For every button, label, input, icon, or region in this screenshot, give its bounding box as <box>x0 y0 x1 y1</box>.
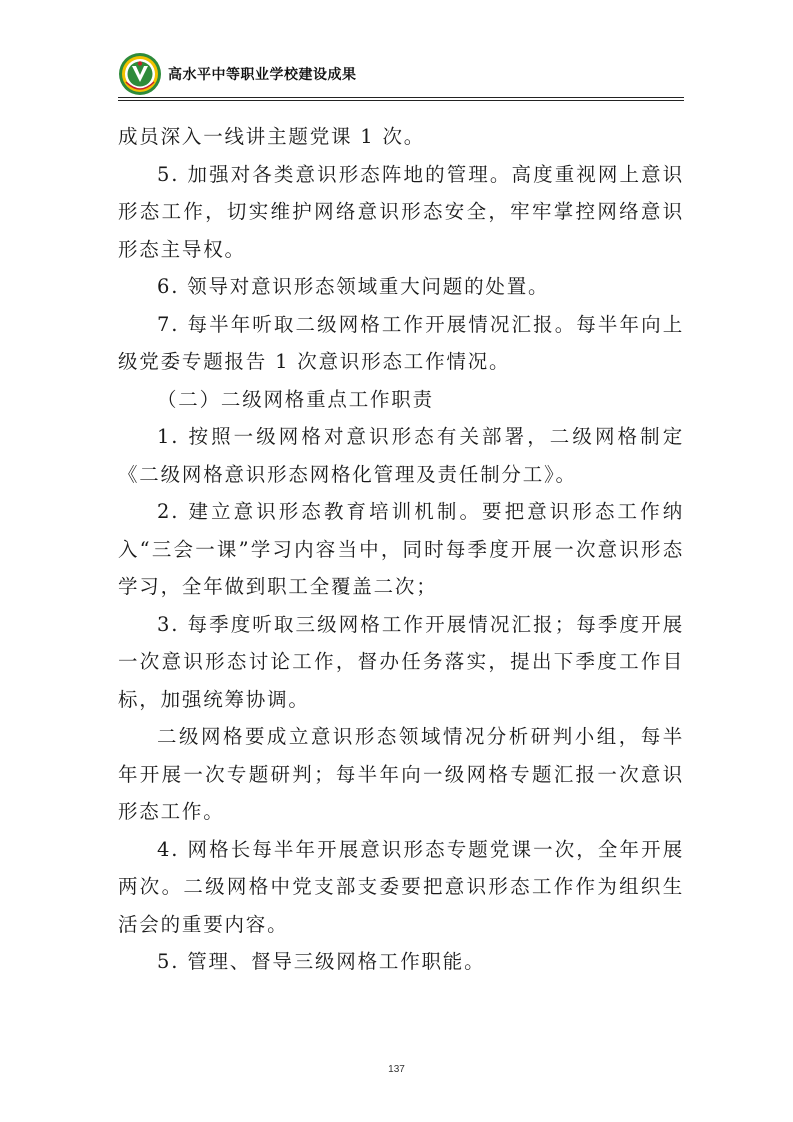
paragraph-item-2: 2. 建立意识形态教育培训机制。要把意识形态工作纳入“三会一课”学习内容当中，同时每季度开展一次意识形态学习，全年做到职工全覆盖二次； <box>118 500 684 598</box>
paragraph-analysis-group: 二级网格要成立意识形态领域情况分析研判小组，每半年开展一次专题研判；每半年向一级网格专题汇报一次意识形态工作。 <box>118 725 684 823</box>
paragraph-item-5: 5. 加强对各类意识形态阵地的管理。高度重视网上意识形态工作，切实维护网络意识形态安全，牢牢掌控网络意识形态主导权。 <box>118 162 684 261</box>
paragraph-item-4: 4. 网格长每半年开展意识形态专题党课一次，全年开展两次。二级网格中党支部支委要把意识形态工作作为组织生活会的重要内容。 <box>118 837 684 936</box>
header-rule <box>118 97 684 98</box>
school-emblem-icon <box>118 52 162 96</box>
page-header <box>118 50 357 98</box>
page-number: 137 <box>388 1064 405 1075</box>
paragraph-continuation: 成员深入一线讲主题党课 1 次。 <box>118 125 426 148</box>
header-title: 高水平中等职业学校建设成果 <box>168 67 357 83</box>
paragraph-item-3: 3. 每季度听取三级网格工作开展情况汇报；每季度开展一次意识形态讨论工作，督办任务落实，提出下季度工作目标，加强统筹协调。 <box>118 612 684 711</box>
paragraph-item-1: 1. 按照一级网格对意识形态有关部署，二级网格制定《二级网格意识形态网格化管理及责任制分工》。 <box>118 425 684 486</box>
section-heading: （二）二级网格重点工作职责 <box>157 387 434 411</box>
document-body <box>118 118 684 981</box>
paragraph-item-7: 7. 每半年听取二级网格工作开展情况汇报。每半年向上级党委专题报告 1 次意识形态工作情况。 <box>118 312 684 373</box>
header-rule-secondary <box>118 100 684 101</box>
paragraph-item-6: 6. 领导对意识形态领域重大问题的处置。 <box>157 275 550 298</box>
paragraph-item-5b: 5. 管理、督导三级网格工作职能。 <box>157 950 486 973</box>
